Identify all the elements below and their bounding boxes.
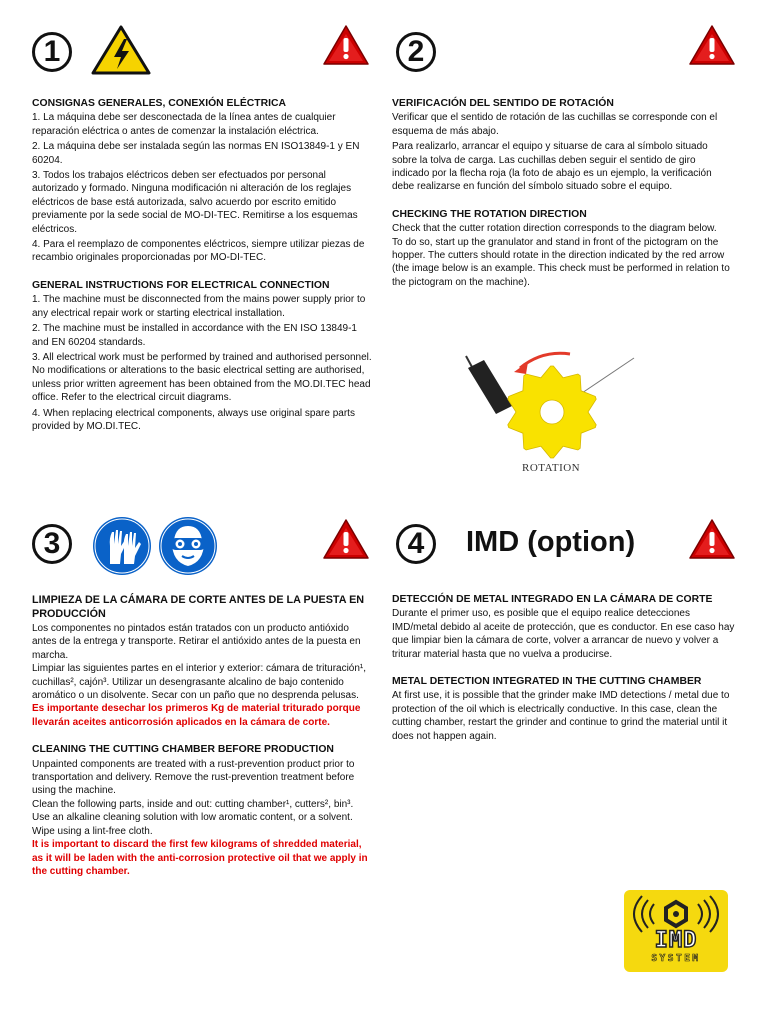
gloves-mandatory-icon	[92, 516, 152, 576]
section1-en-item: 3. All electrical work must be performed by trained and authorised personnel. No modifications or alterations to the basic electrical setting are authorised, unless prior written agreement has been obtained from the MO.DI.TEC head office. Refer to the electrical circuit diagrams.	[32, 351, 372, 404]
section-number-3: 3	[32, 524, 72, 564]
section1-es-title: CONSIGNAS GENERALES, CONEXIÓN ELÉCTRICA	[32, 98, 287, 109]
section3-es-paragraph: Limpiar las siguientes partes en el interior y exterior: cámara de trituración¹, cuchillas², cajón³. Utilizar un desengrasante alcalino de bajo contenido aromático o un disolvente. Secar con un paño que no desprenda pelusas.	[32, 663, 367, 702]
section1-es-item: 3. Todos los trabajos eléctricos deben ser efectuados por personal autorizado y formado. Ninguna modificación ni alteración de los reglajes eléctricos de base está autorizada, salvo acuerdo por escrito emitido previamente por la sede social de MO-DI-TEC. Remitirse a los esquemas eléctricos.	[32, 170, 358, 235]
warning-icon	[322, 518, 370, 560]
section3-en-title: CLEANING THE CUTTING CHAMBER BEFORE PRODUCTION	[32, 744, 334, 756]
section4-es-paragraph: Durante el primer uso, es posible que el equipo realice detecciones IMD/metal debido al aceite de protección, que es conductor. En ese caso hay que limpiar bien la cámara de corte, volver a arrancar de nuevo y volver a triturar material hasta que no vuelva a producirse.	[392, 608, 735, 660]
warning-icon	[322, 24, 370, 66]
warning-icon	[688, 518, 736, 560]
section2-en-paragraph: To do so, start up the granulator and stand in front of the pictogram on the hopper. The cutters should rotate in the direction indicated by the red arrow (the image below is an example. This check must be performed in relation to the pictogram on the machine).	[392, 236, 730, 288]
section4-en-paragraph: At first use, it is possible that the grinder make IMD detections / metal due to protection of the oil which is electrically conductive. In this case, clean the cutting chamber, restart the grinder and continue to grind the material until it does not happen again.	[392, 690, 730, 742]
imd-logo-text: IMD	[654, 928, 698, 953]
section-number-1: 1	[32, 32, 72, 72]
section3-es-paragraph: Los componentes no pintados están tratados con un producto antióxido antes de la entrega y transporte. Retirar el antióxido antes de la puesta en marcha.	[32, 623, 361, 661]
rotation-diagram	[462, 338, 642, 468]
section2-es-paragraph: Para realizarlo, arrancar el equipo y situarse de cara al símbolo situado sobre la tolva de carga. Las cuchillas deben seguir el sentido de giro indicado por la flecha roja (la foto de abajo es un ejemplo, la verificación debe realizarse en función del símbolo situado sobre el equipo.	[392, 141, 712, 193]
section2-text	[392, 97, 732, 291]
section3-en-warning: It is important to discard the first few kilograms of shredded material, as it will be laden with the anti-corrosion protective oil that we apply in the cutting chamber.	[32, 839, 368, 877]
section4-text	[392, 593, 736, 745]
warning-icon	[688, 24, 736, 66]
section3-es-title: LIMPIEZA DE LA CÁMARA DE CORTE ANTES DE LA PUESTA EN PRODUCCIÓN	[32, 594, 365, 620]
electric-hazard-icon	[90, 24, 152, 76]
section2-en-paragraph: Check that the cutter rotation direction corresponds to the diagram below.	[392, 223, 717, 235]
section2-es-paragraph: Verificar que el sentido de rotación de las cuchillas se corresponde con el esquema de más abajo.	[392, 112, 718, 137]
section2-es-title: VERIFICACIÓN DEL SENTIDO DE ROTACIÓN	[392, 98, 614, 109]
section4-en-title: METAL DETECTION INTEGRATED IN THE CUTTING CHAMBER	[392, 676, 702, 688]
section2-en-title: CHECKING THE ROTATION DIRECTION	[392, 208, 587, 220]
section3-text	[32, 593, 372, 880]
section3-es-warning: Es importante desechar los primeros Kg de material triturado porque llevarán aceites anticorrosión aplicados en la cámara de corte.	[32, 703, 361, 728]
section3-en-paragraph: Unpainted components are treated with a rust-prevention product prior to transportation and delivery. Remove the rust-prevention treatment before using the machine.	[32, 758, 355, 797]
section-number-2: 2	[396, 32, 436, 72]
rotation-label: ROTATION	[522, 462, 581, 474]
section3-en-paragraph: Clean the following parts, inside and out: cutting chamber¹, cutters², bin³. Use an alkaline cleaning solution with low aromatic content, or a solvent. Wipe using a lint-free cloth.	[32, 798, 354, 837]
section1-en-item: 2. The machine must be installed in accordance with the EN ISO 13849-1 and EN 60204 standards.	[32, 323, 357, 348]
section1-en-item: 4. When replacing electrical components, always use original spare parts provided by MO.DI.TEC.	[32, 407, 355, 432]
imd-system-logo	[624, 890, 728, 972]
imd-logo-subtext: SYSTEM	[651, 953, 701, 964]
section1-es-item: 1. La máquina debe ser desconectada de la línea antes de cualquier reparación eléctrica o antes de comenzar la instalación eléctrica.	[32, 112, 336, 137]
section1-es-item: 4. Para el reemplazo de componentes eléctricos, siempre utilizar piezas de recambio originales proporcionadas por MO-DI-TEC.	[32, 239, 365, 264]
section1-es-item: 2. La máquina debe ser instalada según las normas EN ISO13849-1 y EN 60204.	[32, 141, 360, 166]
goggles-mandatory-icon	[158, 516, 218, 576]
section1-en-item: 1. The machine must be disconnected from the mains power supply prior to any electrical repair work or starting electrical installation.	[32, 294, 366, 319]
section4-heading: IMD (option)	[466, 526, 636, 558]
section4-es-title: DETECCIÓN DE METAL INTEGRADO EN LA CÁMARA DE CORTE	[392, 594, 713, 605]
section-number-4: 4	[396, 524, 436, 564]
section1-en-title: GENERAL INSTRUCTIONS FOR ELECTRICAL CONNECTION	[32, 279, 330, 291]
section1-text	[32, 97, 372, 435]
